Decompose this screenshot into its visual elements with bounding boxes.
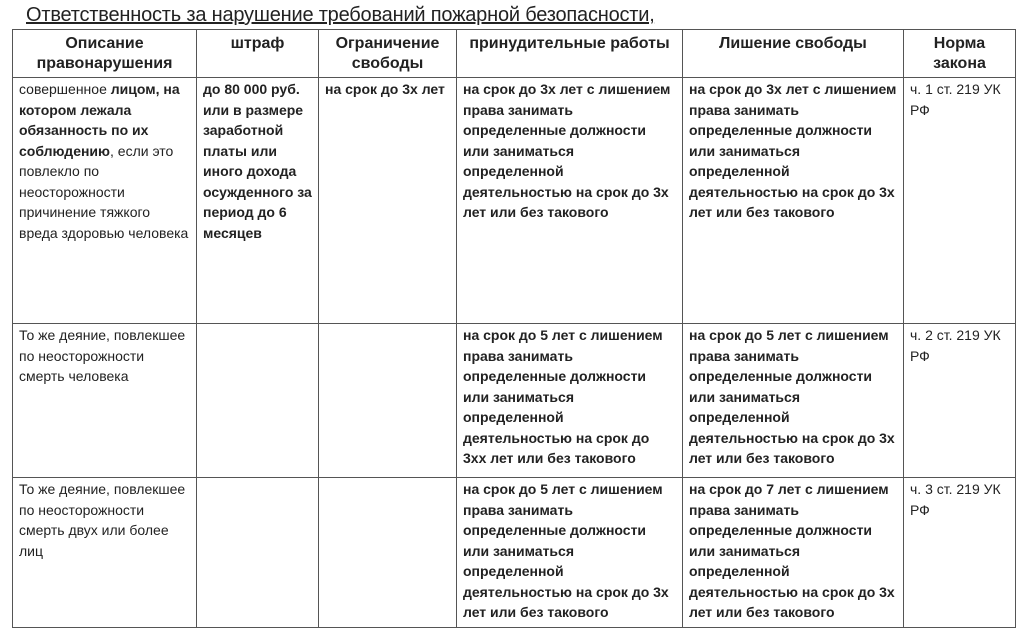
- cell-imprisonment: на срок до 7 лет с лишением права занимать определенные должности или заниматься определенной деятельностью на срок до 3х лет или без такового: [683, 478, 904, 628]
- header-fine: штраф: [197, 30, 319, 78]
- cell-forced-labor: на срок до 3х лет с лишением права занимать определенные должности или заниматься определенной деятельностью на срок до 3х лет или без такового: [457, 78, 683, 324]
- description-text: , если это повлекло по неосторожности причинение тяжкого вреда здоровью человека: [19, 142, 189, 241]
- cell-fine: [197, 324, 319, 478]
- cell-forced-labor: на срок до 5 лет с лишением права занимать определенные должности или заниматься определенной деятельностью на срок до 3хх лет или без такового: [457, 324, 683, 478]
- header-imprisonment: Лишение свободы: [683, 30, 904, 78]
- table-row: [13, 78, 1016, 324]
- cell-law: ч. 2 ст. 219 УК РФ: [904, 324, 1016, 478]
- liability-table: [12, 29, 1016, 628]
- table-header-row: [13, 30, 1016, 78]
- cell-description: [13, 78, 197, 324]
- description-bold-text: лицом, на котором лежала обязанность по их соблюдению: [19, 81, 180, 159]
- cell-description: То же деяние, повлекшее по неосторожности смерть человека: [13, 324, 197, 478]
- cell-description: То же деяние, повлекшее по неосторожности смерть двух или более лиц: [13, 478, 197, 628]
- header-restriction: Ограничение свободы: [319, 30, 457, 78]
- cell-imprisonment: на срок до 5 лет с лишением права занимать определенные должности или заниматься определенной деятельностью на срок до 3х лет или без такового: [683, 324, 904, 478]
- description-text: совершенное: [19, 81, 111, 97]
- cell-law: ч. 3 ст. 219 УК РФ: [904, 478, 1016, 628]
- cell-fine: до 80 000 руб. или в размере заработной платы или иного дохода осужденного за период до 6 месяцев: [197, 78, 319, 324]
- cell-law: ч. 1 ст. 219 УК РФ: [904, 78, 1016, 324]
- table-row: [13, 478, 1016, 628]
- header-description: Описание правонарушения: [13, 30, 197, 78]
- page-title: Ответственность за нарушение требований пожарной безопасности,: [26, 4, 655, 26]
- cell-restriction: на срок до 3х лет: [319, 78, 457, 324]
- cell-restriction: [319, 324, 457, 478]
- header-law: Норма закона: [904, 30, 1016, 78]
- cell-restriction: [319, 478, 457, 628]
- cell-fine: [197, 478, 319, 628]
- cell-forced-labor: на срок до 5 лет с лишением права занимать определенные должности или заниматься определенной деятельностью на срок до 3х лет или без такового: [457, 478, 683, 628]
- header-forced-labor: принудительные работы: [457, 30, 683, 78]
- cell-imprisonment: на срок до 3х лет с лишением права занимать определенные должности или заниматься определенной деятельностью на срок до 3х лет или без такового: [683, 78, 904, 324]
- table-row: [13, 324, 1016, 478]
